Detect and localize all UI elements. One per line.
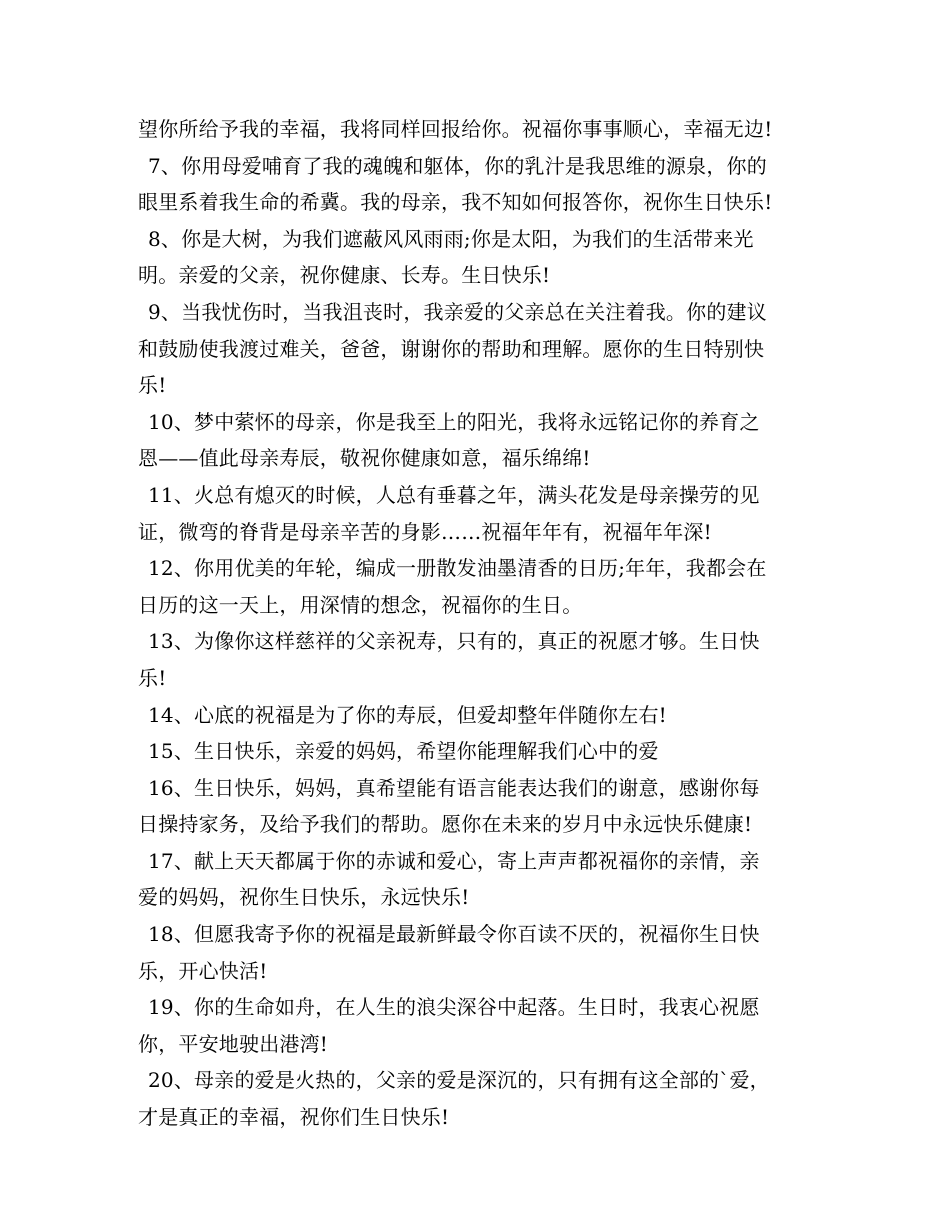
text-line: 12、你用优美的年轮，编成一册散发油墨清香的日历;年年，我都会在	[148, 556, 767, 581]
paragraph-10	[138, 404, 828, 477]
paragraph-19	[138, 989, 828, 1062]
paragraph-17	[138, 843, 828, 916]
text-line: 日操持家务，及给予我们的帮助。愿你在未来的岁月中永远快乐健康!	[138, 812, 753, 837]
text-line: 眼里系着我生命的希冀。我的母亲，我不知如何报答你，祝你生日快乐!	[138, 190, 773, 215]
text-line: 15、生日快乐，亲爱的妈妈，希望你能理解我们心中的爱	[148, 739, 659, 764]
paragraph-continuation	[138, 111, 828, 148]
paragraph-16	[138, 770, 828, 843]
text-line: 14、心底的祝福是为了你的寿辰，但爱却整年伴随你左右!	[148, 702, 667, 727]
text-line: 恩——值此母亲寿辰，敬祝你健康如意，福乐绵绵!	[138, 446, 591, 471]
paragraph-14	[138, 697, 828, 734]
paragraph-11	[138, 477, 828, 550]
text-line: 日历的这一天上，用深情的想念，祝福你的生日。	[138, 592, 583, 617]
text-line: 9、当我忧伤时，当我沮丧时，我亲爱的父亲总在关注着我。你的建议	[148, 299, 767, 324]
paragraph-8	[138, 221, 828, 294]
text-line: 19、你的生命如舟，在人生的浪尖深谷中起落。生日时，我衷心祝愿	[148, 995, 760, 1020]
text-line: 乐!	[138, 665, 167, 690]
text-line: 20、母亲的爱是火热的，父亲的爱是深沉的，只有拥有这全部的`爱，	[148, 1068, 770, 1093]
paragraph-13	[138, 623, 828, 696]
text-line: 8、你是大树，为我们遮蔽风风雨雨;你是太阳，为我们的生活带来光	[148, 226, 754, 251]
text-line: 10、梦中萦怀的母亲，你是我至上的阳光，我将永远铭记你的养育之	[148, 409, 760, 434]
text-line: 11、火总有熄灭的时候，人总有垂暮之年，满头花发是母亲操劳的见	[148, 482, 760, 507]
paragraph-12	[138, 550, 828, 623]
text-line: 证，微弯的脊背是母亲辛苦的身影……祝福年年有，祝福年年深!	[138, 519, 712, 544]
text-line: 明。亲爱的父亲，祝你健康、长寿。生日快乐!	[138, 263, 551, 288]
paragraph-9	[138, 294, 828, 404]
text-line: 17、献上天天都属于你的赤诚和爱心，寄上声声都祝福你的亲情，亲	[148, 848, 760, 873]
document-body	[138, 111, 828, 1136]
paragraph-15	[138, 733, 828, 770]
text-line: 你，平安地驶出港湾!	[138, 1031, 329, 1056]
text-line: 爱的妈妈，祝你生日快乐，永远快乐!	[138, 885, 470, 910]
text-line: 18、但愿我寄予你的祝福是最新鲜最令你百读不厌的，祝福你生日快	[148, 922, 760, 947]
paragraph-20	[138, 1062, 828, 1135]
text-line: 和鼓励使我渡过难关，爸爸，谢谢你的帮助和理解。愿你的生日特别快	[138, 336, 765, 361]
text-line: 乐!	[138, 373, 167, 398]
paragraph-18	[138, 916, 828, 989]
text-line: 16、生日快乐，妈妈，真希望能有语言能表达我们的谢意，感谢你每	[148, 775, 760, 800]
paragraph-7	[138, 148, 828, 221]
text-line: 13、为像你这样慈祥的父亲祝寿，只有的，真正的祝愿才够。生日快	[148, 629, 760, 654]
text-line: 才是真正的幸福，祝你们生日快乐!	[138, 1105, 450, 1130]
text-line: 望你所给予我的幸福，我将同样回报给你。祝福你事事顺心，幸福无边!	[138, 117, 773, 141]
text-line: 7、你用母爱哺育了我的魂魄和躯体，你的乳汁是我思维的源泉，你的	[148, 153, 767, 178]
text-line: 乐，开心快活!	[138, 958, 268, 983]
